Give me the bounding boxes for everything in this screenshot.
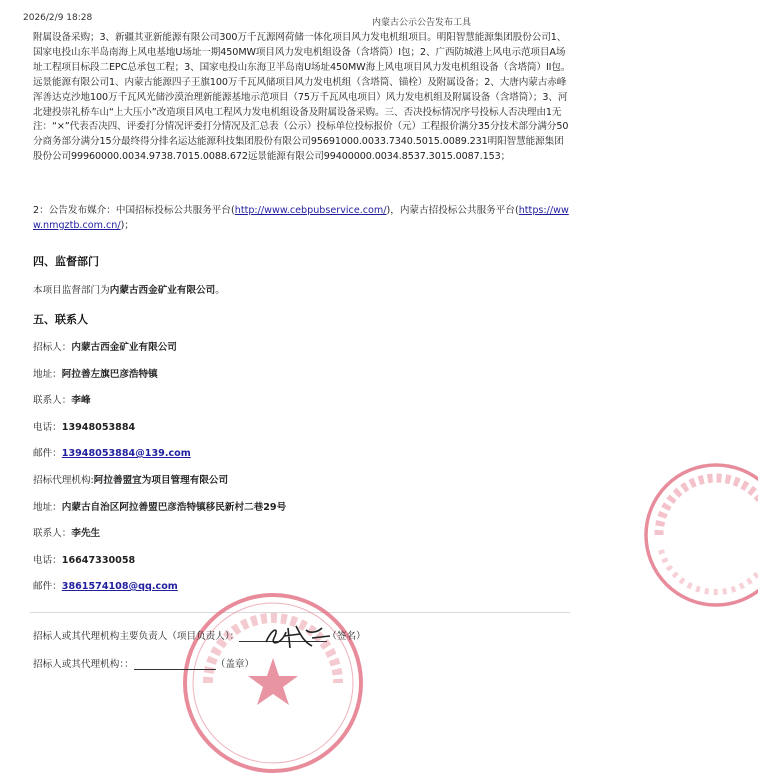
seal-suffix: （盖章） — [215, 659, 255, 670]
publish-prefix: 2：公告发布媒介：中国招标投标公共服务平台( — [33, 205, 235, 216]
contact-value: 13948053884 — [61, 422, 136, 433]
contact-label: 联系人： — [33, 395, 72, 406]
tenderer-email-link[interactable]: 13948053884@139.com — [61, 448, 191, 459]
contact-value: 李先生 — [71, 528, 101, 539]
contact-value: 16647330058 — [61, 555, 136, 566]
publish-media — [33, 203, 573, 233]
contact-row-agency — [33, 472, 228, 486]
signature-label: 招标人或其代理机构主要负责人（项目负责人）： — [33, 631, 240, 642]
contact-heading: 五、联系人 — [33, 313, 88, 326]
contact-label: 招标代理机构: — [33, 475, 94, 486]
contact-row-tenderer — [33, 339, 177, 353]
contact-label: 招标人： — [33, 342, 72, 353]
print-date: 2026/2/9 18:28 — [23, 13, 93, 23]
contact-value: 李峰 — [71, 395, 91, 406]
seal-row — [33, 656, 254, 670]
contact-label: 地址： — [33, 502, 62, 513]
agency-seal-icon — [641, 460, 758, 610]
signature-suffix: （签名） — [327, 631, 366, 642]
contact-label: 电话： — [33, 422, 62, 433]
supervision-text — [33, 282, 225, 296]
page-title: 内蒙古公示公告发布工具 — [372, 18, 472, 28]
contact-value: 阿拉善左旗巴彦浩特镇 — [61, 369, 158, 380]
supervision-dept: 内蒙古西金矿业有限公司 — [109, 285, 216, 296]
supervision-prefix: 本项目监督部门为 — [33, 285, 110, 296]
contact-row-person — [33, 392, 91, 406]
announcement-body: 附属设备采购；3、新疆其亚新能源有限公司300万千瓦源网荷储一体化项目风力发电机组项目。明阳智慧能源集团股份公司1、国家电投山东半岛南海上风电基地U场址一期450MW项目风力发电机组设备（含塔筒）I包；2、广西防城港上风电示范项目A场址工程项目标段二EPC总承包工程；3、国家电投山东海卫半岛南U场址450MW海上风电项目风力发电机组设备（含塔筒）II包。远景能源有限公司1、内蒙古能源四子王旗100万千瓦风储项目风力发电机组（含塔筒、锚栓）及附属设备；2、大唐内蒙古赤峰浑善达克沙地100万千瓦风光储沙漠治理新能源基地示范项目（75万千瓦风电项目）风力发电机组及附属设备（含塔筒）；3、河北建投崇礼桥车山“上大压小”改造项目风电工程风力发电机组设备及附属设备采购。三、否决投标情况序号投标人否决理由1无注：“×”代表否决四、评委打分情况评委打分情况及汇总表（公示）投标单位投标报价（元）工程报价满分35分技术部分满分50分商务部分满分15分最终得分排名运达能源科技集团股份有限公司95691000.0033.7340.5015.0089.231明阳智慧能源集团股份公司99960000.0034.9738.7015.0088.672远景能源有限公司99400000.0034.8537.3015.0087.153； — [33, 32, 571, 163]
agency-email-link[interactable]: 3861574108@qq.com — [61, 581, 178, 592]
contact-value: 内蒙古自治区阿拉善盟巴彦浩特镇移民新村二巷29号 — [61, 502, 287, 513]
contact-value: 阿拉善盟宜为项目管理有限公司 — [93, 475, 229, 486]
contact-label: 联系人： — [33, 528, 72, 539]
contact-row-agency-phone — [33, 552, 135, 566]
supervision-suffix: 。 — [215, 285, 225, 296]
contact-label: 电话： — [33, 555, 62, 566]
seal-label: 招标人或其代理机构：： — [33, 659, 134, 670]
contact-label: 地址： — [33, 369, 62, 380]
contact-value: 内蒙古西金矿业有限公司 — [71, 342, 177, 353]
contact-row-address — [33, 366, 158, 380]
contact-row-agency-email — [33, 578, 178, 592]
handwritten-signature-icon — [260, 620, 340, 652]
cebpubservice-link[interactable]: http://www.cebpubservice.com/ — [234, 205, 387, 216]
contact-row-email — [33, 445, 191, 459]
seal-field[interactable] — [134, 657, 216, 670]
publish-middle: )，内蒙古招投标公共服务平台( — [386, 205, 519, 216]
contact-label: 邮件： — [33, 448, 62, 459]
contact-label: 邮件： — [33, 581, 62, 592]
official-seal-icon — [178, 588, 368, 778]
supervision-heading: 四、监督部门 — [33, 255, 99, 268]
contact-row-agency-person — [33, 525, 100, 539]
contact-row-phone — [33, 419, 135, 433]
contact-row-agency-address — [33, 499, 286, 513]
publish-suffix: )； — [120, 220, 134, 231]
nmgztb-link[interactable]: https://www.nmgztb.com.cn/ — [33, 205, 569, 231]
